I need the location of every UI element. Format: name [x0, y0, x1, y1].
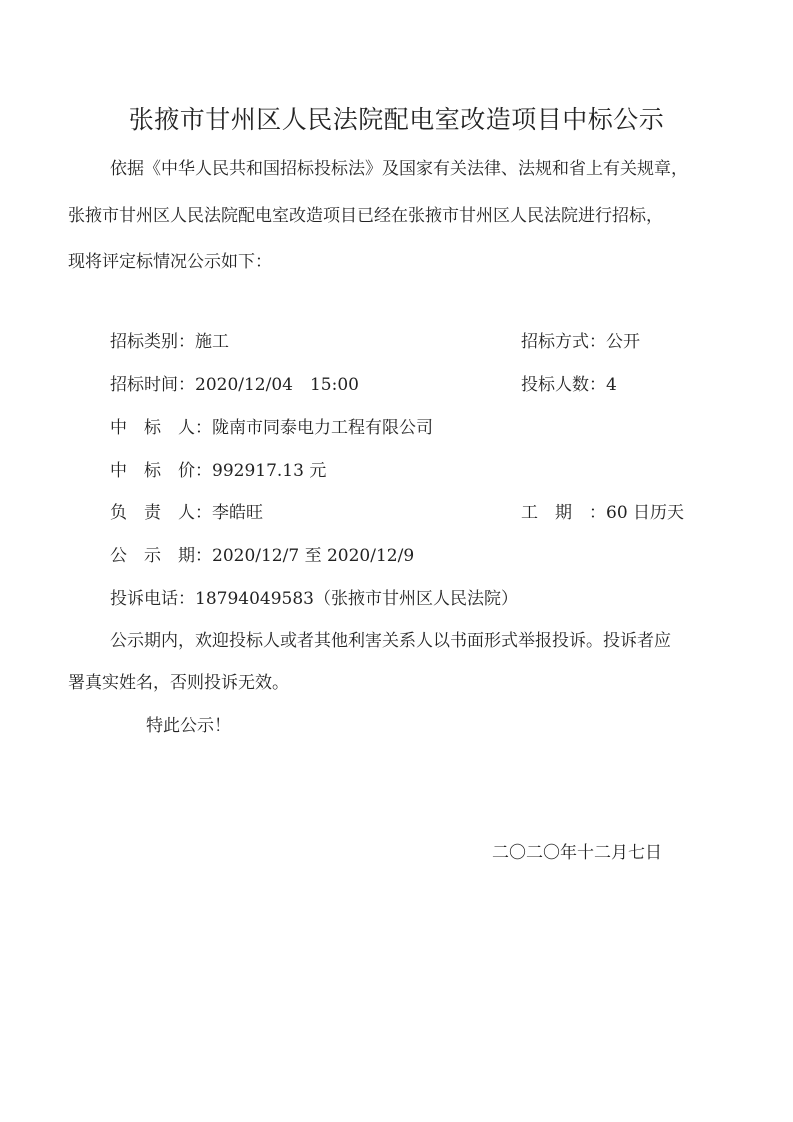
intro-line-3: 现将评定标情况公示如下： — [68, 252, 272, 272]
winning-bidder: 中 标 人：陇南市同泰电力工程有限公司 — [110, 418, 433, 438]
intro-line-2: 张掖市甘州区人民法院配电室改造项目已经在张掖市甘州区人民法院进行招标， — [68, 206, 663, 226]
intro-line-1: 依据《中华人民共和国招标投标法》及国家有关法律、法规和省上有关规章， — [110, 159, 688, 179]
notice-line-1: 公示期内，欢迎投标人或者其他利害关系人以书面形式举报投诉。投诉者应 — [110, 631, 671, 651]
construction-period: 工 期 ：60 日历天 — [521, 503, 685, 523]
notice-line-2: 署真实姓名，否则投诉无效。 — [68, 673, 289, 693]
bid-category: 招标类别：施工 — [110, 332, 229, 352]
bid-time: 招标时间：2020/12/04 15:00 — [110, 375, 359, 395]
bid-method: 招标方式：公开 — [521, 332, 640, 352]
issue-date: 二〇二〇年十二月七日 — [492, 843, 662, 863]
winning-price: 中 标 价：992917.13 元 — [110, 461, 327, 481]
publicity-period: 公 示 期：2020/12/7 至 2020/12/9 — [110, 546, 415, 566]
page-title: 张掖市甘州区人民法院配电室改造项目中标公示 — [128, 105, 665, 134]
project-manager: 负 责 人：李皓旺 — [110, 503, 263, 523]
closing-text: 特此公示！ — [146, 716, 231, 736]
bidder-count: 投标人数：4 — [521, 375, 617, 395]
complaint-phone: 投诉电话：18794049583（张掖市甘州区人民法院） — [110, 589, 518, 609]
